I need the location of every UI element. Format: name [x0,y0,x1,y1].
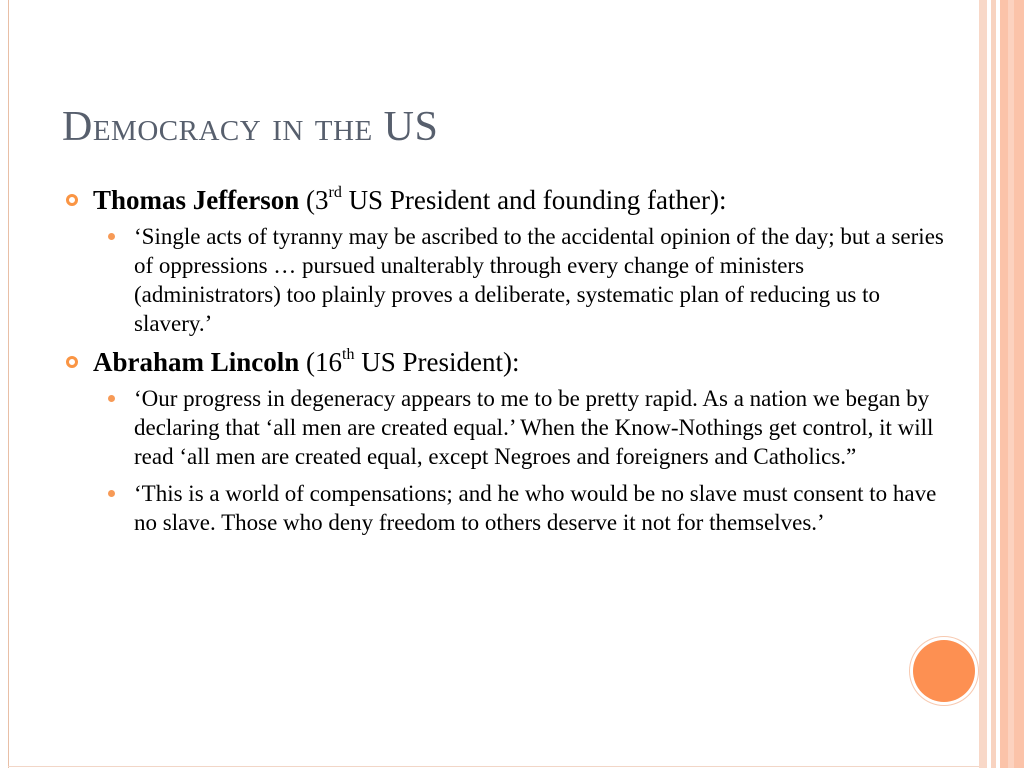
slide-body [64,184,944,545]
bullet-item-lincoln [64,346,944,378]
ordinal-suffix: rd [328,184,342,201]
dot-bullet-icon [108,395,115,402]
speaker-name: Thomas Jefferson [93,185,300,215]
frame-bottom-border [8,766,979,767]
frame-left-border [8,0,9,768]
quote-text: ‘This is a world of compensations; and he who would be no slave must consent to have no slave. Those who deny freedom to others deserve it not for themselves.’ [134,481,937,535]
frame-right-stripe-3-inner [1008,0,1014,768]
ring-bullet-icon [66,356,78,368]
bullet-item-jefferson [64,184,944,216]
speaker-name: Abraham Lincoln [93,347,300,377]
frame-right-stripe-1 [979,0,987,768]
speaker-role-open: (16 [299,347,343,377]
frame-right-stripe-2 [991,0,996,768]
quote-item [64,384,944,471]
dot-bullet-icon [108,233,115,240]
quote-item [64,222,944,338]
ordinal-suffix: th [342,346,355,363]
decorative-circle [913,640,975,702]
quote-text: ‘Our progress in degeneracy appears to me to be pretty rapid. As a nation we began by declaring that ‘all men are created equal.’ When the Know-Nothings get control, it will read ‘all men are created equal, except Negroes and foreigners and Catholics.” [134,386,934,469]
slide-title: Democracy in the US [62,104,439,150]
ring-bullet-icon [66,194,78,206]
speaker-role-open: (3 [299,185,329,215]
dot-bullet-icon [108,490,115,497]
speaker-role-rest: US President and founding father): [341,185,727,215]
speaker-role-rest: US President): [354,347,520,377]
quote-text: ‘Single acts of tyranny may be ascribed to the accidental opinion of the day; but a series of oppressions … pursued unalterably through every change of ministers (administrators) too plainly proves a deliberate, systematic plan of reducing us to slavery.’ [134,224,944,336]
quote-item [64,479,944,537]
